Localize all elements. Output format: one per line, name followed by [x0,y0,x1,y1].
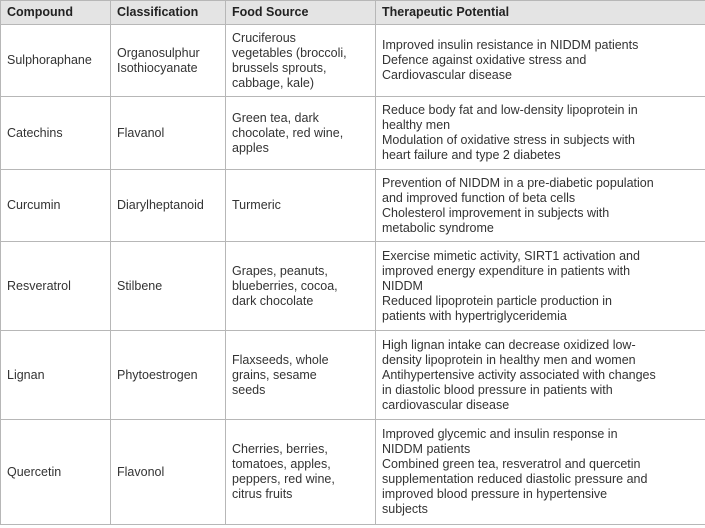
classification-cell [111,170,226,242]
cell-line: Flavanol [117,125,165,140]
header-therapeutic-potential: Therapeutic Potential [376,1,705,25]
table-row [1,242,705,331]
header-food-source: Food Source [226,1,376,25]
classification-cell [111,420,226,525]
cell-line: Cruciferous [232,30,296,45]
cell-line: Organosulphur [117,45,200,60]
cell-line: density lipoprotein in healthy men and women [382,352,636,367]
cell-line: Exercise mimetic activity, SIRT1 activation and [382,248,640,263]
cell-line: Grapes, peanuts, [232,263,328,278]
classification-cell [111,25,226,97]
food-source-cell [226,97,376,170]
cell-line: dark chocolate [232,293,314,308]
cell-line: supplementation reduced diastolic pressure and [382,472,648,486]
header-row [1,1,705,25]
compound-cell: Resveratrol [1,242,111,331]
cell-line: NIDDM [382,278,423,293]
cell-line: and improved function of beta cells [382,190,576,205]
table-row [1,331,705,420]
cell-line: Combined green tea, resveratrol and quercetin [382,457,641,471]
compound-cell: Curcumin [1,170,111,242]
cell-line: Improved glycemic and insulin response in [382,427,618,441]
cell-line: apples [232,140,269,155]
cell-line: blueberries, cocoa, [232,278,338,293]
cell-line: subjects [382,502,428,516]
therapeutic-potential-cell [376,170,705,242]
table-header [1,1,705,25]
cell-line: Phytoestrogen [117,367,198,382]
cell-line: Cardiovascular disease [382,68,512,82]
cell-line: healthy men [382,118,451,132]
cell-line: heart failure and type 2 diabetes [382,148,561,162]
food-source-cell [226,170,376,242]
table-row [1,25,705,97]
cell-line: Improved insulin resistance in NIDDM patients [382,38,639,52]
cell-line: Modulation of oxidative stress in subjects with [382,133,635,147]
classification-cell [111,242,226,331]
table-body [1,25,705,525]
therapeutic-potential-cell [376,331,705,420]
cell-line: peppers, red wine, [232,472,335,486]
compound-cell: Catechins [1,97,111,170]
cell-line: Cherries, berries, [232,442,328,456]
cell-line: Reduced lipoprotein particle production in [382,293,613,308]
food-source-cell [226,331,376,420]
table-row [1,97,705,170]
cell-line: Green tea, dark [232,110,319,125]
cell-line: seeds [232,382,266,397]
cell-line: Cholesterol improvement in subjects with [382,205,610,220]
cell-line: Reduce body fat and low-density lipoprotein in [382,103,638,117]
cell-line: chocolate, red wine, [232,125,344,140]
therapeutic-potential-cell [376,25,705,97]
compound-cell: Lignan [1,331,111,420]
header-compound: Compound [1,1,111,25]
cell-line: Defence against oxidative stress and [382,53,587,67]
cell-line: patients with hypertriglyceridemia [382,308,567,323]
therapeutic-potential-cell [376,420,705,525]
classification-cell [111,331,226,420]
cell-line: metabolic syndrome [382,220,494,235]
cell-line: Diarylheptanoid [117,198,204,212]
cell-line: brussels sprouts, [232,60,327,75]
cell-line: High lignan intake can decrease oxidized low- [382,337,636,352]
cell-line: Turmeric [232,198,281,212]
food-source-cell [226,25,376,97]
header-classification: Classification [111,1,226,25]
cell-line: Flavonol [117,464,165,479]
therapeutic-potential-cell [376,97,705,170]
food-source-cell [226,242,376,331]
therapeutic-potential-cell [376,242,705,331]
cell-line: Antihypertensive activity associated with changes [382,367,656,382]
cell-line: Prevention of NIDDM in a pre-diabetic population [382,175,654,190]
cell-line: tomatoes, apples, [232,457,331,471]
compound-cell: Quercetin [1,420,111,525]
table-row [1,170,705,242]
cell-line: NIDDM patients [382,442,471,456]
cell-line: in diastolic blood pressure in patients with [382,382,613,397]
cell-line: improved blood pressure in hypertensive [382,487,608,501]
cell-line: Isothiocyanate [117,60,198,75]
compound-cell: Sulphoraphane [1,25,111,97]
cell-line: Flaxseeds, whole [232,352,329,367]
cell-line: cabbage, kale) [232,75,315,90]
table-row [1,420,705,525]
cell-line: grains, sesame [232,367,317,382]
cell-line: improved energy expenditure in patients with [382,263,631,278]
cell-line: vegetables (broccoli, [232,45,347,60]
cell-line: citrus fruits [232,487,293,501]
food-source-cell [226,420,376,525]
cell-line: Stilbene [117,278,163,293]
cell-line: cardiovascular disease [382,397,510,412]
classification-cell [111,97,226,170]
